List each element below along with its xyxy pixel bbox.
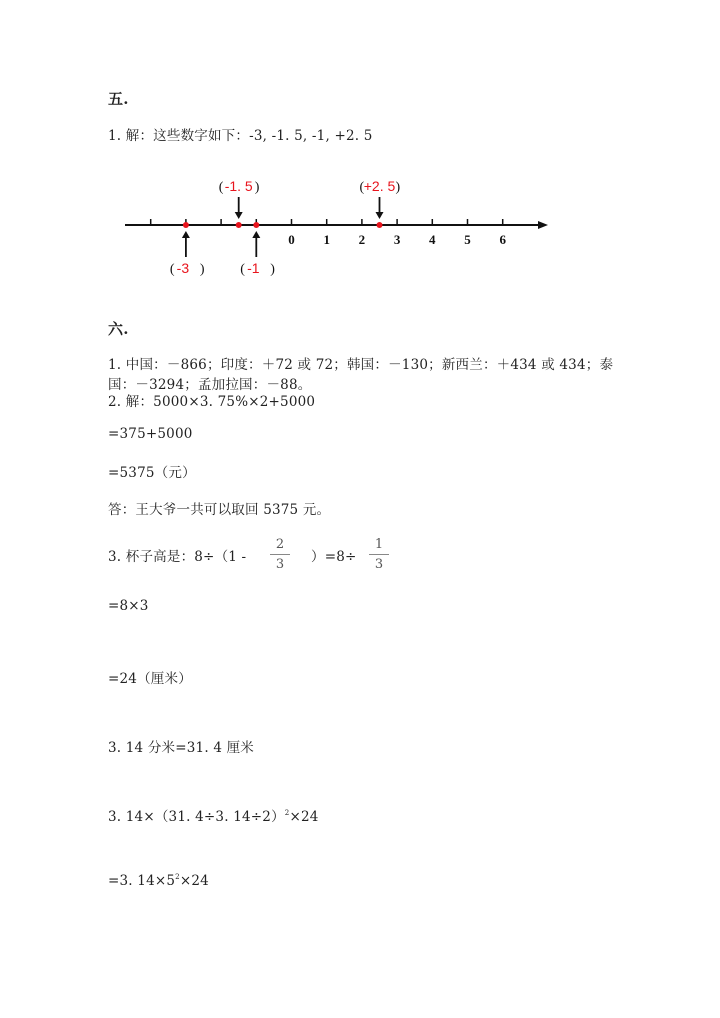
point-label: +2. 5 (363, 178, 396, 194)
label-paren-open: ( (169, 262, 175, 277)
fraction-numerator: 2 (275, 537, 285, 552)
q3-line-5-tail: ×24 (289, 809, 319, 825)
number-point-dot (377, 222, 383, 228)
q3-line-3: =24（厘米） (108, 671, 192, 687)
tick-label: 1 (323, 232, 330, 247)
number-point-dot (236, 222, 242, 228)
q2-answer: 答：王大爷一共可以取回 5375 元。 (108, 502, 331, 518)
q3-line-5-main: 3. 14×（31. 4÷3. 14÷2） (108, 809, 285, 825)
fraction-denominator: 3 (275, 557, 285, 572)
label-paren-close: ) (199, 262, 205, 277)
q3-line-6-main: =3. 14×5 (108, 873, 176, 889)
down-arrow-head (235, 212, 243, 219)
label-paren-close: ) (270, 262, 275, 277)
q2-line-1: 2. 解：5000×3. 75%×2+5000 (108, 394, 316, 410)
point-label: -3 (176, 260, 190, 276)
number-line-points (170, 178, 401, 277)
tick-label: 5 (464, 232, 471, 247)
q3-line-2: =8×3 (108, 598, 149, 614)
tick-label: 3 (393, 232, 401, 247)
label-paren-close: ) (254, 180, 260, 195)
number-line-tick-labels (288, 232, 506, 247)
square-superscript: 2 (175, 873, 180, 881)
axis-arrowhead (538, 221, 548, 229)
label-paren-open: ( (359, 180, 365, 195)
fraction-numerator: 1 (374, 537, 384, 552)
number-line-figure (118, 170, 558, 282)
down-arrow-head (376, 212, 384, 219)
q2-line-2: =375+5000 (108, 426, 193, 442)
q1-line-2: 国：－3294；孟加拉国：－88。 (108, 377, 312, 393)
fraction-one-third (369, 537, 389, 572)
fraction-denominator: 3 (374, 557, 384, 572)
label-paren-close: ) (395, 180, 401, 195)
point-label: -1. 5 (224, 178, 253, 194)
q3-mid: ）=8÷ (311, 549, 357, 565)
tick-label: 2 (358, 232, 366, 247)
tick-label: 4 (429, 232, 436, 247)
square-superscript: 2 (284, 809, 290, 817)
q3-line-4: 3. 14 分米=31. 4 厘米 (108, 740, 254, 756)
label-paren-open: ( (218, 180, 224, 195)
q2-line-3: =5375（元） (108, 465, 196, 481)
tick-label: 0 (288, 232, 295, 247)
section-six-heading: 六. (108, 320, 129, 338)
point-label: -1 (247, 260, 260, 276)
q3-line-6 (108, 873, 209, 889)
fraction-bar (369, 554, 389, 555)
section-five-heading: 五. (108, 90, 129, 108)
section-five-answer-1: 1. 解：这些数字如下：-3, -1. 5, -1, +2. 5 (108, 128, 373, 144)
label-paren-open: ( (240, 262, 245, 277)
q3-prefix: 3. 杯子高是：8÷（1 - (108, 549, 247, 565)
fraction-bar (270, 554, 290, 555)
q3-line-6-tail: ×24 (179, 873, 209, 889)
number-point-dot (253, 222, 259, 228)
tick-label: 6 (499, 232, 506, 247)
up-arrow-head (252, 231, 260, 238)
up-arrow-head (182, 231, 190, 238)
q1-line-1: 1. 中国：－866；印度：＋72 或 72；韩国：－130；新西兰：＋434 或 434；泰 (108, 357, 614, 373)
q3-line-5 (108, 805, 319, 825)
fraction-two-thirds (270, 537, 290, 572)
number-point-dot (183, 222, 189, 228)
